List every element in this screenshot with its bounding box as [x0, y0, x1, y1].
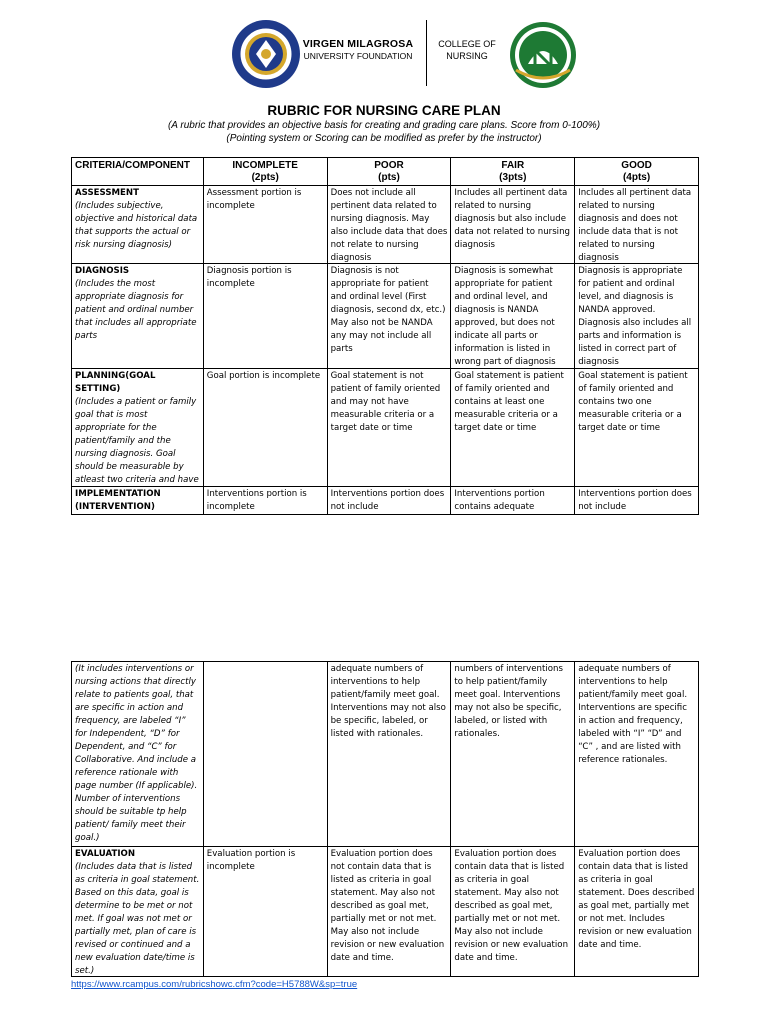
incomplete-cell: Interventions portion is incomplete: [204, 487, 328, 514]
fair-cell: Includes all pertinent data related to nursing diagnosis but also include data not related to nursing diagnosis: [451, 186, 575, 263]
fair-cell: Evaluation portion does contain data that is listed as criteria in goal statement. May also not described as goal met, partially met or not met. May also not include revision or new evaluation date and time.: [451, 847, 575, 976]
incomplete-cell: Diagnosis portion is incomplete: [204, 264, 328, 368]
header-good: GOOD (4pts): [575, 158, 699, 185]
table-header-row: [72, 158, 699, 186]
header-divider: [426, 20, 427, 86]
table-row-assessment: [72, 186, 699, 264]
college-line-1: COLLEGE OF: [438, 39, 496, 49]
incomplete-cell: Assessment portion is incomplete: [204, 186, 328, 263]
header-fair: FAIR (3pts): [451, 158, 575, 185]
table-row-implementation: [72, 487, 699, 515]
criteria-cell: ASSESSMENT (Includes subjective, objective and historical data that supports the actual or risk nursing diagnosis): [72, 186, 204, 263]
university-sub: UNIVERSITY FOUNDATION: [303, 51, 413, 61]
header-incomplete: INCOMPLETE (2pts): [204, 158, 328, 185]
header-poor: POOR (pts): [328, 158, 452, 185]
header-criteria: CRITERIA/COMPONENT: [72, 158, 204, 185]
table-row-planning: [72, 369, 699, 487]
fair-cell: Goal statement is patient of family oriented and contains at least one measurable criteria or a target date or time: [451, 369, 575, 486]
criteria-cell: DIAGNOSIS (Includes the most appropriate diagnosis for patient and ordinal number that includes all appropriate parts: [72, 264, 204, 368]
document-header: [0, 16, 768, 98]
criteria-cell: EVALUATION (Includes data that is listed as criteria in goal statement. Based on this data, goal is determine to be met or not met. If goal was not met or partially met, plan of care is revised or continued and a new evaluation date/time is set.): [72, 847, 204, 976]
university-name: VIRGEN MILAGROSA: [302, 38, 414, 50]
good-cell: Goal statement is patient of family oriented and contains two one measurable criteria or a target date or time: [575, 369, 699, 486]
table-row-implementation-continued: [72, 662, 699, 847]
table-row-evaluation: [72, 847, 699, 977]
poor-cell: Diagnosis is not appropriate for patient and ordinal level (First diagnosis, second dx, etc.) May also not be NANDA any may not include all parts: [328, 264, 452, 368]
criteria-cell: IMPLEMENTATION (INTERVENTION): [72, 487, 204, 514]
good-cell: Diagnosis is appropriate for patient and ordinal level, and diagnosis is NANDA approved. Diagnosis also includes all parts and information is listed in correct part of diagnosis: [575, 264, 699, 368]
rubric-table: [71, 157, 699, 515]
good-cell: adequate numbers of interventions to help patient/family meet goal. Interventions are specific in action and frequency, labeled with “I” “D” and “C” , and are listed with reference rationales.: [575, 662, 699, 846]
incomplete-cell: Goal portion is incomplete: [204, 369, 328, 486]
rubric-table-continued: [71, 661, 699, 977]
university-seal-logo: [230, 18, 302, 90]
good-cell: Includes all pertinent data related to nursing diagnosis and does not include data that is not related to nursing diagnosis: [575, 186, 699, 263]
college-name-block: [432, 38, 502, 62]
good-cell: Evaluation portion does contain data that is listed as criteria in goal statement. Does described as goal met, partially met or not met. Includes revision or new evaluation date and time.: [575, 847, 699, 976]
incomplete-cell: [204, 662, 328, 846]
college-seal-logo: [508, 20, 578, 90]
poor-cell: Goal statement is not patient of family oriented and may not have measurable criteria or a target date or time: [328, 369, 452, 486]
fair-cell: numbers of interventions to help patient/family meet goal. Interventions may not also be specific, labeled, or listed with rationales.: [451, 662, 575, 846]
university-name-block: [302, 38, 414, 62]
criteria-cell: PLANNING(GOAL SETTING) (Includes a patient or family goal that is most appropriate for the patient/family and the nursing diagnosis. Goal should be measurable by atleast two criteria and have: [72, 369, 204, 486]
document-subtitle-1: (A rubric that provides an objective basis for creating and grading care plans. Score from 0-100%): [167, 120, 601, 131]
college-line-2: NURSING: [446, 51, 488, 61]
good-cell: Interventions portion does not include: [575, 487, 699, 514]
poor-cell: Does not include all pertinent data related to nursing diagnosis. May also include data that does not relate to nursing diagnosis: [328, 186, 452, 263]
document-title: RUBRIC FOR NURSING CARE PLAN: [267, 103, 501, 118]
fair-cell: Diagnosis is somewhat appropriate for patient and ordinal level, and diagnosis is NANDA approved, but does not indicate all parts or information is listed in wrong part of diagnosis: [451, 264, 575, 368]
table-row-diagnosis: [72, 264, 699, 369]
poor-cell: Evaluation portion does not contain data that is listed as criteria in goal statement. May also not described as goal met, partially met or not met. May also not include revision or new evaluation date and time.: [328, 847, 452, 976]
incomplete-cell: Evaluation portion is incomplete: [204, 847, 328, 976]
poor-cell: adequate numbers of interventions to help patient/family meet goal. Interventions may not also be specific, labeled, or listed with rationales.: [328, 662, 452, 846]
criteria-cell: (It includes interventions or nursing actions that directly relate to patients goal, that are specific in action and frequency, are labeled “I” for Independent, “D” for Dependent, and “C” for Collaborative. And include a reference rationale with page number (If applicable). Number of interventions should be suitable tp help patient/ family meet their goal.): [72, 662, 204, 846]
source-link[interactable]: https://www.rcampus.com/rubricshowc.cfm?code=H5788W&sp=true: [71, 979, 358, 990]
document-subtitle-2: (Pointing system or Scoring can be modified as prefer by the instructor): [226, 133, 542, 144]
poor-cell: Interventions portion does not include: [328, 487, 452, 514]
fair-cell: Interventions portion contains adequate: [451, 487, 575, 514]
